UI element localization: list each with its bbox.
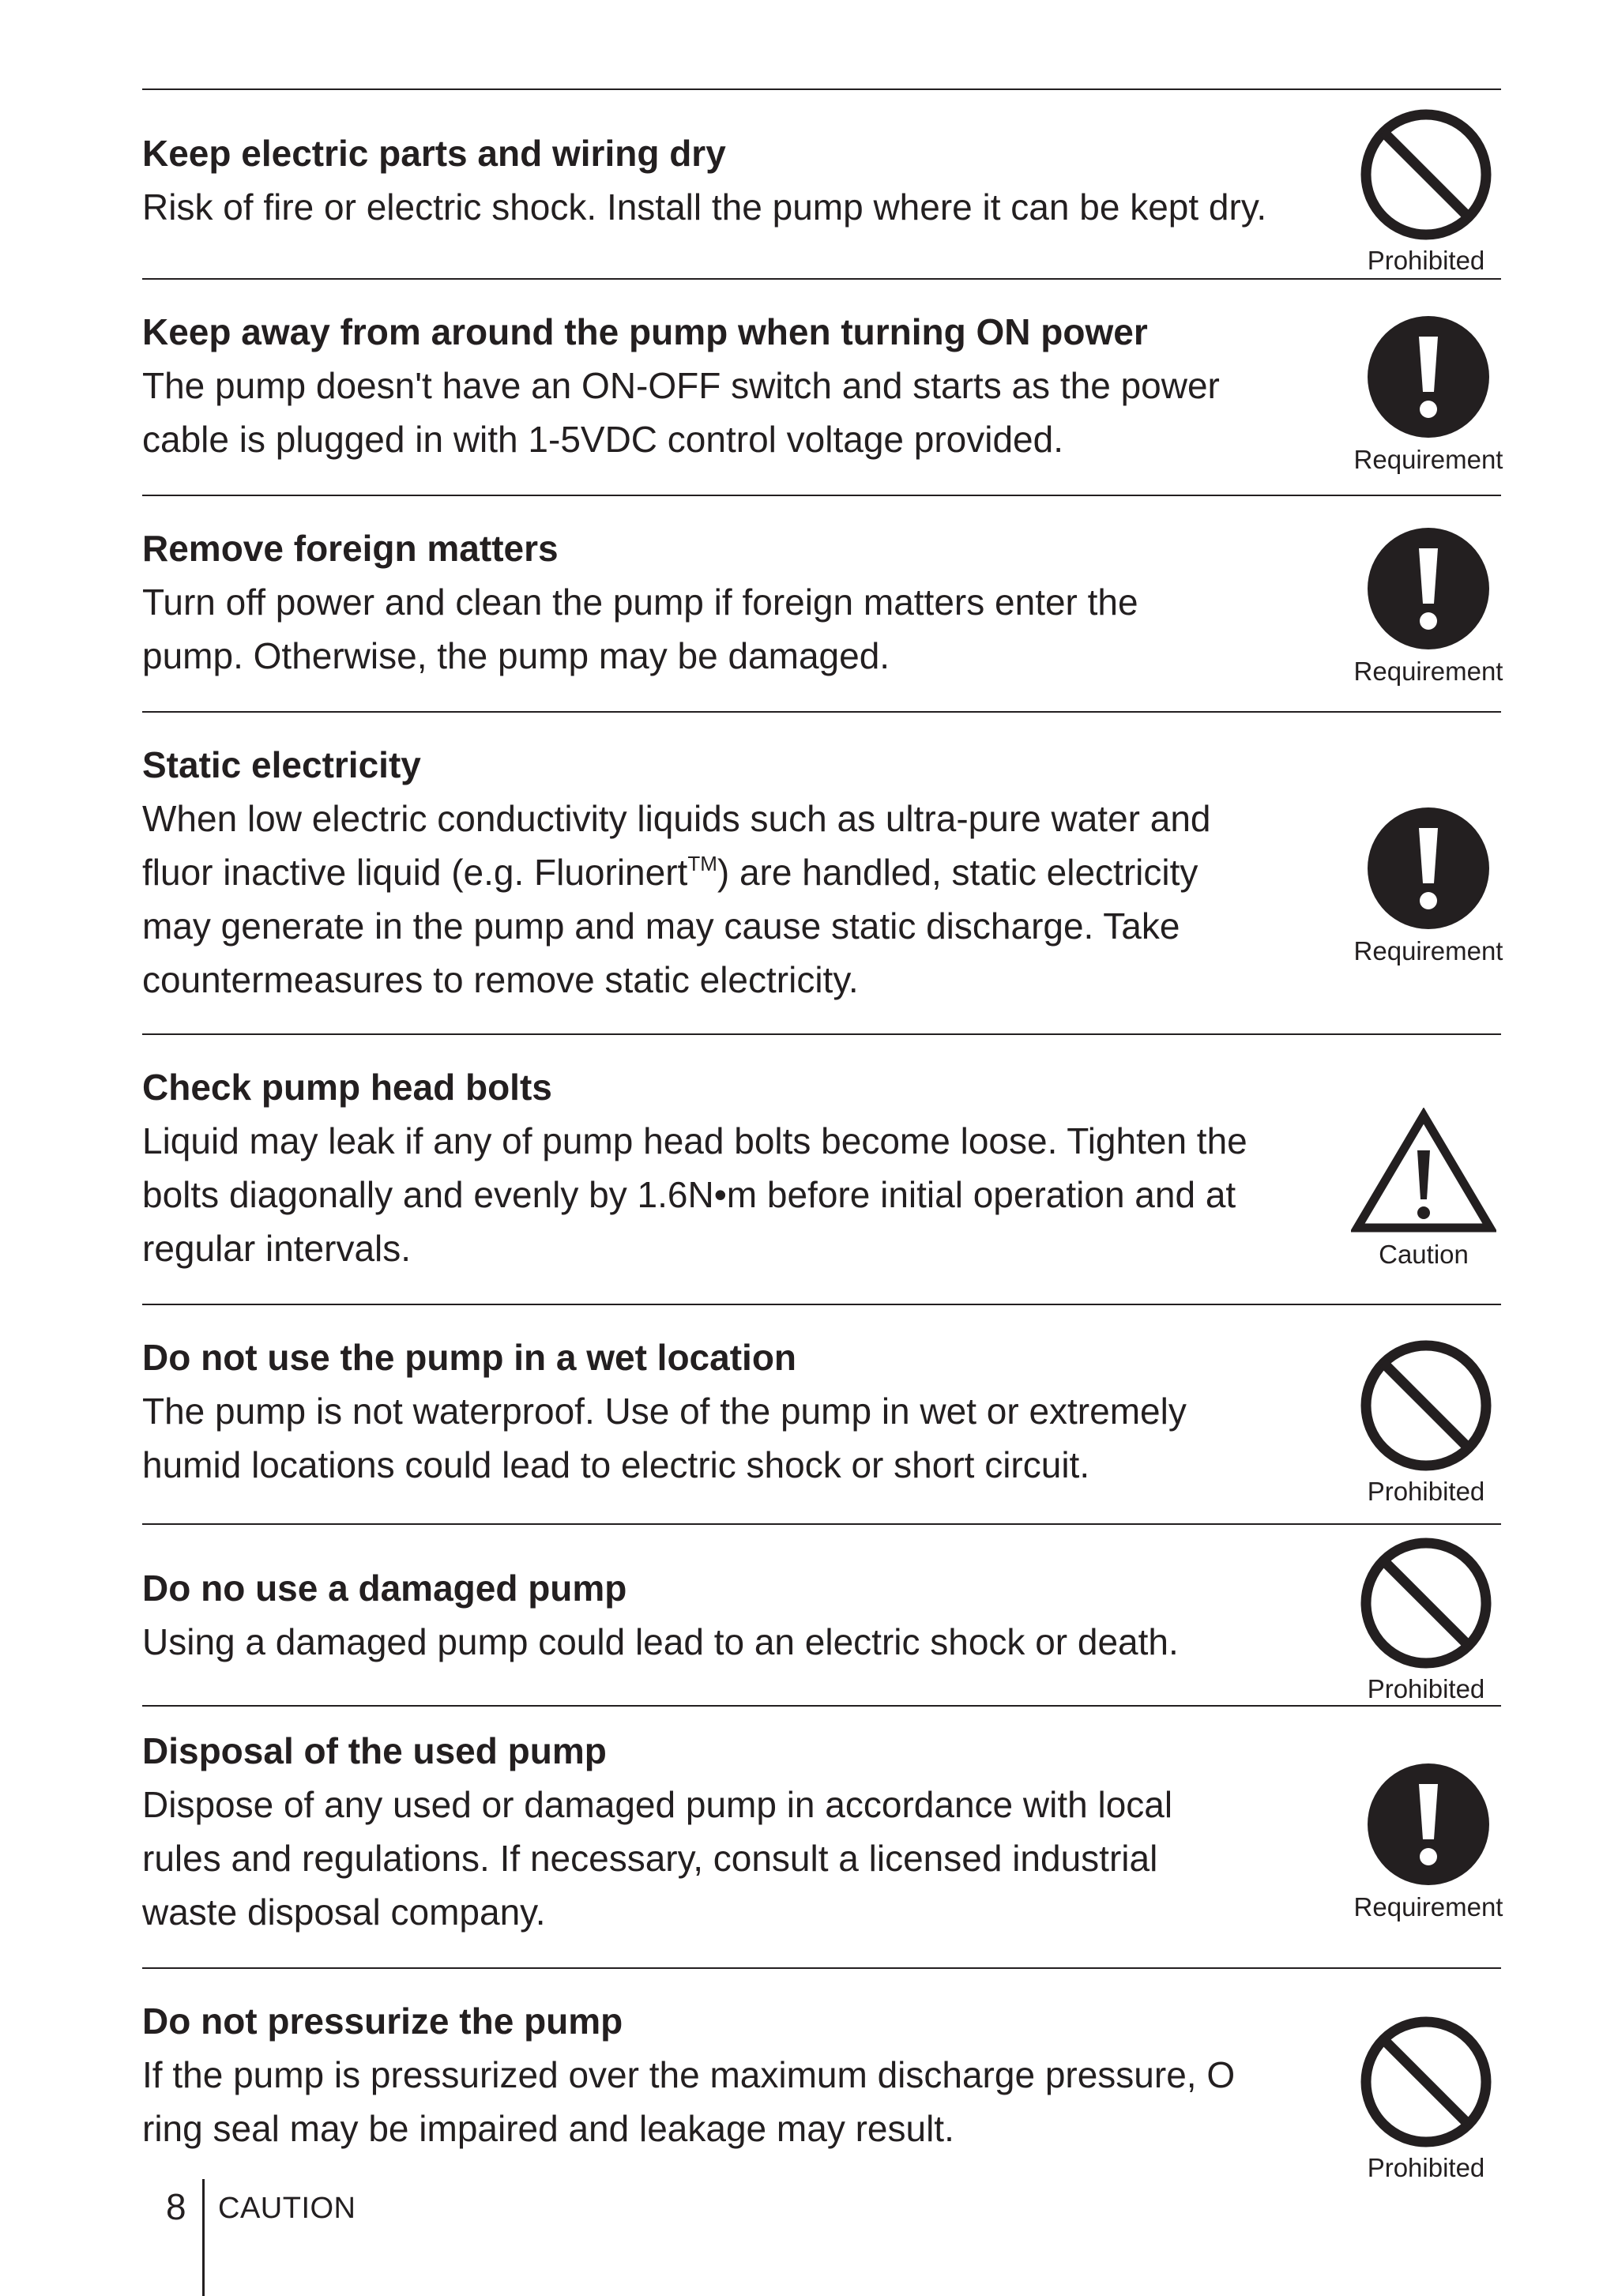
divider: [142, 278, 1501, 280]
requirement-icon: [1366, 526, 1491, 651]
section-text: If the pump is pressurized over the maximum discharge pressure, O: [142, 2054, 1236, 2095]
section-text: may generate in the pump and may cause static discharge. Take: [142, 905, 1180, 947]
section-title: Remove foreign matters: [142, 528, 559, 569]
section-text: bolts diagonally and evenly by 1.6N•m before initial operation and at: [142, 1174, 1236, 1215]
prohibited-icon: [1359, 1536, 1493, 1670]
section-text: humid locations could lead to electric shock or short circuit.: [142, 1444, 1090, 1485]
divider: [142, 711, 1501, 713]
icon-label: Prohibited: [1367, 2153, 1485, 2182]
prohibited-symbol: [1339, 1536, 1513, 1705]
section-text-part: fluor inactive liquid (e.g. Fluorinert: [142, 852, 688, 893]
divider: [142, 1304, 1501, 1305]
section-title: Keep electric parts and wiring dry: [142, 133, 726, 174]
section-text: When low electric conductivity liquids such as ultra-pure water and: [142, 798, 1211, 839]
icon-label: Requirement: [1353, 445, 1503, 474]
icon-label: Requirement: [1353, 657, 1503, 686]
section-title: Keep away from around the pump when turning ON power: [142, 311, 1148, 352]
section-text: rules and regulations. If necessary, consult a licensed industrial: [142, 1838, 1158, 1879]
icon-label: Prohibited: [1367, 1674, 1485, 1703]
icon-label: Prohibited: [1367, 246, 1485, 275]
prohibited-symbol: [1339, 2015, 1513, 2184]
divider: [142, 1523, 1501, 1525]
prohibited-icon: [1359, 1338, 1493, 1473]
section-text: The pump is not waterproof. Use of the pump in wet or extremely: [142, 1391, 1187, 1432]
footer-divider: [202, 2179, 205, 2296]
requirement-symbol: [1341, 806, 1515, 967]
section-title: Do not pressurize the pump: [142, 2001, 623, 2042]
caution-icon: [1351, 1108, 1496, 1234]
requirement-icon: [1366, 806, 1491, 931]
section-text: [142, 845, 1198, 905]
section-text-part: ) are handled, static electricity: [717, 852, 1198, 893]
requirement-icon: [1366, 1762, 1491, 1887]
section-text: regular intervals.: [142, 1228, 412, 1269]
section-text: ring seal may be impaired and leakage may result.: [142, 2108, 954, 2149]
icon-label: Caution: [1379, 1240, 1469, 1269]
section-title: Disposal of the used pump: [142, 1730, 607, 1771]
trademark-superscript: TM: [687, 852, 717, 875]
section-text: pump. Otherwise, the pump may be damaged.: [142, 635, 890, 676]
caution-symbol: [1337, 1108, 1511, 1270]
icon-label: Requirement: [1353, 936, 1503, 965]
footer-section-label: CAUTION: [218, 2192, 356, 2225]
requirement-symbol: [1341, 526, 1515, 687]
section-text: Risk of fire or electric shock. Install the pump where it can be kept dry.: [142, 186, 1267, 228]
section-text: Liquid may leak if any of pump head bolts become loose. Tighten the: [142, 1120, 1247, 1161]
section-text: waste disposal company.: [142, 1891, 546, 1933]
section-title: Do not use the pump in a wet location: [142, 1337, 797, 1378]
section-title: Static electricity: [142, 744, 421, 785]
divider: [142, 1705, 1501, 1707]
divider: [142, 88, 1501, 90]
divider: [142, 495, 1501, 496]
section-text: countermeasures to remove static electricity.: [142, 959, 859, 1000]
prohibited-icon: [1359, 107, 1493, 242]
prohibited-symbol: [1339, 107, 1513, 277]
divider: [142, 1967, 1501, 1969]
section-text: Using a damaged pump could lead to an electric shock or death.: [142, 1621, 1179, 1662]
section-title: Do no use a damaged pump: [142, 1568, 627, 1609]
requirement-symbol: [1341, 314, 1515, 476]
section-text: Turn off power and clean the pump if foreign matters enter the: [142, 582, 1138, 623]
requirement-symbol: [1341, 1762, 1515, 1923]
requirement-icon: [1366, 314, 1491, 439]
section-title: Check pump head bolts: [142, 1067, 552, 1108]
divider: [142, 1033, 1501, 1035]
section-text: The pump doesn't have an ON-OFF switch and starts as the power: [142, 365, 1220, 406]
page-number: 8: [166, 2186, 186, 2227]
icon-label: Requirement: [1353, 1892, 1503, 1921]
icon-label: Prohibited: [1367, 1477, 1485, 1506]
section-text: cable is plugged in with 1-5VDC control voltage provided.: [142, 419, 1063, 460]
prohibited-icon: [1359, 2015, 1493, 2149]
section-text: Dispose of any used or damaged pump in accordance with local: [142, 1784, 1173, 1825]
prohibited-symbol: [1339, 1338, 1513, 1507]
